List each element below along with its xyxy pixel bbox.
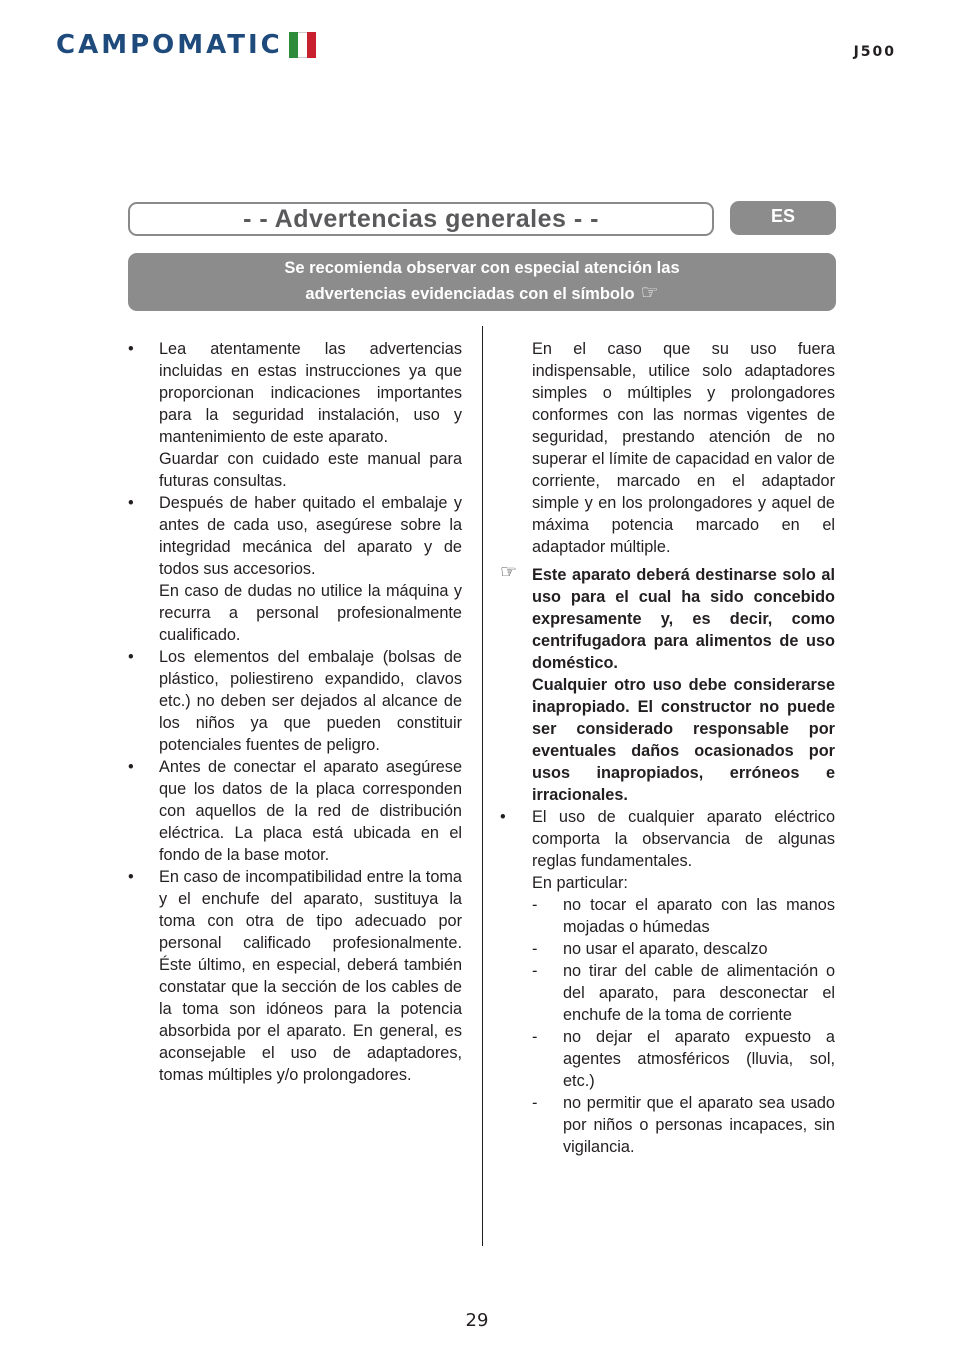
- notice-line-1: Se recomienda observar con especial atención las: [284, 259, 680, 277]
- paragraph: Después de haber quitado el embalaje y antes de cada uso, asegúrese sobre la integridad mecánica del aparato y de todos sus accesorios.: [159, 494, 462, 578]
- paragraph: Lea atentamente las advertencias incluidas en estas instrucciones ya que proporcionan indicaciones importantes para la seguridad instalación, uso y mantenimiento de este aparato.: [159, 340, 462, 446]
- pointing-hand-icon: ☞: [640, 282, 659, 304]
- brand-logo: [56, 30, 316, 60]
- paragraph: Guardar con cuidado este manual para futuras consultas.: [159, 450, 462, 490]
- italian-flag-icon: [289, 32, 316, 58]
- pointing-hand-icon: ☞: [500, 562, 518, 583]
- list-item: [128, 756, 462, 866]
- rule-item: - no dejar el aparato expuesto a agentes atmosféricos (lluvia, sol, etc.): [532, 1028, 835, 1090]
- paragraph: El uso de cualquier aparato eléctrico comporta la observancia de algunas reglas fundamentales.: [532, 808, 835, 870]
- paragraph: En caso de dudas no utilice la máquina y recurra a personal profesionalmente cualificado.: [159, 582, 462, 644]
- list-item: [128, 646, 462, 756]
- warning-paragraph: Cualquier otro uso debe considerarse inapropiado. El constructor no puede ser considerado responsable por eventuales daños ocasionados por usos inapropiados, erróneos e irracionales.: [532, 676, 835, 804]
- paragraph: Antes de conectar el aparato asegúrese que los datos de la placa corresponden con aquellos de la red de distribución eléctrica. La placa está ubicada en el fondo de la base motor.: [159, 758, 462, 864]
- bullet-icon: •: [128, 340, 134, 358]
- notice-line-2: advertencias evidenciadas con el símbolo: [305, 285, 635, 303]
- left-column: [128, 338, 462, 1086]
- rule-item: - no usar el aparato, descalzo: [532, 940, 768, 958]
- list-item: [128, 338, 462, 492]
- list-item: [500, 806, 835, 1158]
- bullet-icon: •: [128, 758, 134, 776]
- rule-item: - no tocar el aparato con las manos mojadas o húmedas: [532, 896, 835, 936]
- column-divider: [482, 326, 483, 1246]
- brand-name: CAMPOMATIC: [56, 30, 283, 60]
- rule-item: - no permitir que el aparato sea usado por niños o personas incapaces, sin vigilancia.: [532, 1094, 835, 1156]
- bullet-icon: •: [500, 808, 506, 826]
- paragraph: En el caso que su uso fuera indispensable, utilice solo adaptadores simples o múltiples y prolongadores conformes con las normas vigentes de seguridad, prestando atención de no superar el límite de capacidad en valor de corriente, marcado en el adaptador simple y en los prolongadores y aquel de máxima potencia marcado en el adaptador múltiple.: [532, 340, 835, 556]
- rules-list: [532, 894, 835, 1158]
- paragraph: En caso de incompatibilidad entre la toma y el enchufe del aparato, sustituya la toma con otra de tipo adecuado por personal calificado profesionalmente. Éste último, en especial, deberá también constatar que la sección de los cables de la toma son idóneos para la potencia absorbida por el aparato. En general, es aconsejable el uso de adaptadores, tomas múltiples y/o prolongadores.: [159, 868, 462, 1084]
- paragraph: En particular:: [532, 874, 628, 892]
- section-title-box: [128, 202, 714, 236]
- list-item: [128, 866, 462, 1086]
- paragraph: Los elementos del embalaje (bolsas de plástico, poliestireno expandido, clavos etc.) no deben ser dejados al alcance de los niños ya que pueden constituir potenciales fuentes de peligro.: [159, 648, 462, 754]
- bullet-icon: •: [128, 494, 134, 512]
- rule-item: - no tirar del cable de alimentación o del aparato, para desconectar el enchufe de la toma de corriente: [532, 962, 835, 1024]
- warning-block: [500, 564, 835, 806]
- page-title: - - Advertencias generales - -: [243, 204, 599, 233]
- language-badge: ES: [730, 201, 836, 235]
- bullet-icon: •: [128, 868, 134, 886]
- right-column: [500, 338, 835, 1158]
- model-code: J500: [853, 44, 896, 60]
- bullet-icon: •: [128, 648, 134, 666]
- warning-paragraph: Este aparato deberá destinarse solo al uso para el cual ha sido concebido expresamente y, es decir, como centrifugadora para alimentos de uso doméstico.: [532, 566, 835, 672]
- page-number: 29: [465, 1310, 489, 1331]
- continuation-block: [500, 338, 835, 558]
- list-item: [128, 492, 462, 646]
- notice-banner: [128, 253, 836, 311]
